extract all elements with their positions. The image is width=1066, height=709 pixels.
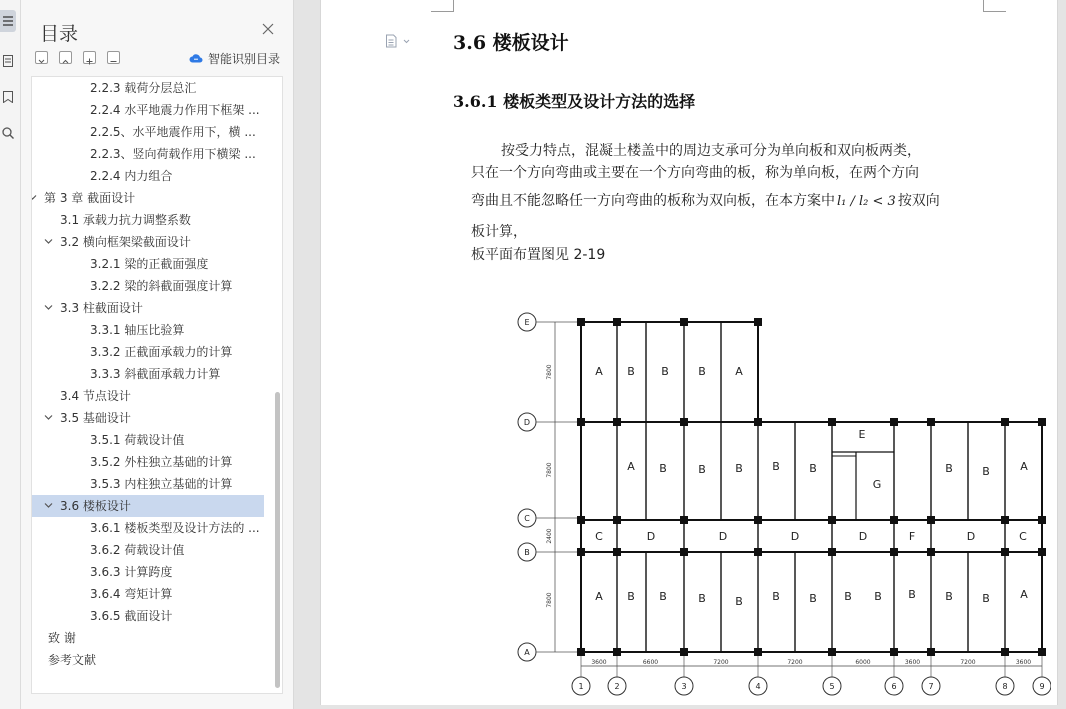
slab-panel-label: B bbox=[982, 592, 990, 605]
add-heading-button[interactable] bbox=[83, 51, 96, 64]
toc-item[interactable] bbox=[32, 253, 264, 275]
toc-panel-icon[interactable] bbox=[0, 10, 16, 32]
toc-item-label: 2.2.4 内力组合 bbox=[90, 169, 173, 183]
toc-item-label: 2.2.3、竖向荷载作用下横梁 ... bbox=[90, 147, 256, 161]
column-marker bbox=[1038, 648, 1046, 656]
column-marker bbox=[1001, 548, 1009, 556]
slab-panel-label: B bbox=[945, 590, 953, 603]
column-marker bbox=[680, 516, 688, 524]
axis-label: B bbox=[524, 548, 530, 557]
column-marker bbox=[927, 418, 935, 426]
toc-scrollbar[interactable] bbox=[275, 392, 280, 688]
toc-item-label: 3.6.4 弯矩计算 bbox=[90, 587, 173, 601]
axis-label: 7 bbox=[928, 682, 934, 691]
slab-panel-label: A bbox=[595, 590, 603, 603]
slab-panel-label: B bbox=[809, 592, 817, 605]
formula: l₁ / l₂ < 3 bbox=[837, 194, 896, 209]
column-marker bbox=[1038, 418, 1046, 426]
toc-item-label: 参考文献 bbox=[48, 653, 97, 667]
column-marker bbox=[613, 548, 621, 556]
column-marker bbox=[1001, 648, 1009, 656]
axis-label: 6 bbox=[891, 682, 897, 691]
axis-label: E bbox=[524, 318, 530, 327]
column-marker bbox=[577, 516, 585, 524]
toc-item[interactable] bbox=[32, 627, 264, 649]
slab-panel-label: D bbox=[790, 530, 800, 543]
axis-label: 8 bbox=[1002, 682, 1008, 691]
column-marker bbox=[1038, 548, 1046, 556]
axis-label: 5 bbox=[829, 682, 835, 691]
dimension-label: 3600 bbox=[1015, 659, 1032, 666]
document-workspace bbox=[294, 0, 1066, 709]
slab-panel-label: A bbox=[735, 365, 743, 378]
smart-toc-button[interactable] bbox=[189, 50, 280, 66]
dimension-label: 7200 bbox=[787, 659, 803, 666]
slab-panel-label: F bbox=[908, 530, 916, 543]
body-text-fragment: 按双向 bbox=[897, 193, 940, 209]
body-text-line: 只在一个方向弯曲或主要在一个方向弯曲的板，称为单向板，在两个方向 bbox=[471, 165, 919, 181]
column-marker bbox=[577, 318, 585, 326]
slab-panel-label: A bbox=[1020, 460, 1028, 473]
chevron-down-icon[interactable] bbox=[44, 304, 53, 311]
slab-panel-label: B bbox=[627, 590, 635, 603]
toc-item[interactable] bbox=[32, 473, 264, 495]
toc-item[interactable] bbox=[32, 99, 264, 121]
dimension-label: 7800 bbox=[546, 462, 553, 478]
slab-panel-label: A bbox=[1020, 588, 1028, 601]
toc-item[interactable] bbox=[32, 583, 264, 605]
dimension-label: 7800 bbox=[546, 592, 553, 608]
slab-panel-label: D bbox=[966, 530, 976, 543]
axis-label: C bbox=[524, 514, 530, 523]
toc-item-label: 3.6.1 楼板类型及设计方法的 ... bbox=[90, 521, 260, 535]
dimension-label: 3600 bbox=[591, 659, 607, 666]
toc-item[interactable] bbox=[32, 605, 264, 627]
crop-mark bbox=[983, 0, 1006, 12]
column-marker bbox=[1001, 418, 1009, 426]
column-marker bbox=[890, 648, 898, 656]
slab-panel-label: D bbox=[718, 530, 728, 543]
column-marker bbox=[1001, 516, 1009, 524]
toc-item[interactable] bbox=[32, 121, 264, 143]
column-marker bbox=[754, 648, 762, 656]
slab-panel-label: D bbox=[646, 530, 656, 543]
cloud-icon bbox=[189, 53, 203, 63]
column-marker bbox=[680, 548, 688, 556]
toc-item-label: 3.1 承载力抗力调整系数 bbox=[60, 213, 191, 227]
slab-panel-label: A bbox=[595, 365, 603, 378]
column-marker bbox=[828, 648, 836, 656]
toc-item[interactable] bbox=[32, 561, 264, 583]
toc-item[interactable] bbox=[32, 407, 264, 429]
toc-item-label: 致 谢 bbox=[48, 631, 76, 645]
axis-label: 3 bbox=[681, 682, 687, 691]
smart-toc-label: 智能识别目录 bbox=[208, 51, 281, 66]
slab-panel-label: C bbox=[1019, 530, 1027, 543]
column-marker bbox=[754, 548, 762, 556]
toc-item[interactable] bbox=[32, 649, 264, 671]
column-marker bbox=[828, 548, 836, 556]
slab-panel-label: B bbox=[874, 590, 882, 603]
toc-item[interactable] bbox=[32, 319, 264, 341]
toc-item-label: 3.3.1 轴压比验算 bbox=[90, 323, 185, 337]
toc-item-label: 3.6.3 计算跨度 bbox=[90, 565, 173, 579]
toc-item-label: 3.3 柱截面设计 bbox=[60, 301, 143, 315]
slab-panel-label: D bbox=[858, 530, 868, 543]
subsection-heading: 3.6.1 楼板类型及设计方法的选择 bbox=[453, 92, 696, 111]
chevron-down-icon[interactable] bbox=[44, 238, 53, 245]
toc-item-label: 3.2 横向框架梁截面设计 bbox=[60, 235, 191, 249]
column-marker bbox=[680, 418, 688, 426]
crop-mark bbox=[431, 0, 454, 12]
toc-item-label: 3.5.3 内柱独立基础的计算 bbox=[90, 477, 233, 491]
toc-item[interactable] bbox=[32, 209, 264, 231]
toc-item-label: 2.2.4 水平地震力作用下框架 ... bbox=[90, 103, 260, 117]
toc-item[interactable] bbox=[32, 77, 264, 99]
slab-panel-label: B bbox=[945, 462, 953, 475]
column-marker bbox=[754, 516, 762, 524]
body-text-line: 板计算， bbox=[471, 224, 527, 240]
axis-label: D bbox=[523, 418, 531, 427]
axis-label: 2 bbox=[614, 682, 620, 691]
column-marker bbox=[927, 516, 935, 524]
slab-panel-label: B bbox=[627, 365, 635, 378]
body-text-line: 板平面布置图见 2-19 bbox=[471, 247, 606, 263]
slab-outline-top bbox=[581, 322, 758, 422]
axis-label: 1 bbox=[578, 682, 584, 691]
slab-panel-label: B bbox=[735, 595, 743, 608]
toc-title: 目录 bbox=[40, 23, 79, 45]
toc-item-label: 3.3.2 正截面承载力的计算 bbox=[90, 345, 233, 359]
chevron-down-icon[interactable] bbox=[32, 194, 37, 201]
slab-panel-label: B bbox=[698, 365, 706, 378]
floor-slab-layout-drawing bbox=[511, 300, 1051, 700]
body-text-line bbox=[471, 190, 940, 210]
paragraph-style-icon[interactable] bbox=[385, 34, 413, 48]
dimension-label: 6600 bbox=[642, 659, 659, 666]
toc-item[interactable] bbox=[32, 341, 264, 363]
axis-label: A bbox=[524, 648, 530, 657]
toc-item[interactable] bbox=[32, 517, 264, 539]
slab-panel-label: B bbox=[659, 590, 667, 603]
toc-item-label: 3.6 楼板设计 bbox=[60, 499, 131, 513]
toc-item-label: 2.2.3 载荷分层总汇 bbox=[90, 81, 197, 95]
toc-item[interactable] bbox=[32, 165, 264, 187]
column-marker bbox=[927, 548, 935, 556]
slab-panel-label: B bbox=[809, 462, 817, 475]
slab-panel-label: B bbox=[982, 465, 990, 478]
dimension-label: 2400 bbox=[546, 528, 553, 544]
column-marker bbox=[613, 516, 621, 524]
slab-panel-label: E bbox=[858, 428, 866, 441]
dimension-label: 3600 bbox=[904, 659, 921, 666]
column-marker bbox=[754, 318, 762, 326]
column-marker bbox=[828, 418, 836, 426]
left-tool-rail bbox=[0, 0, 21, 709]
toc-item-label: 3.3.3 斜截面承载力计算 bbox=[90, 367, 221, 381]
column-marker bbox=[680, 318, 688, 326]
chevron-down-icon[interactable] bbox=[44, 414, 53, 421]
toc-item-label: 3.6.5 截面设计 bbox=[90, 609, 173, 623]
slab-panel-label: B bbox=[661, 365, 669, 378]
toc-list bbox=[31, 76, 283, 694]
toc-item-label: 2.2.5、水平地震作用下，横 ... bbox=[90, 125, 256, 139]
section-heading: 3.6 楼板设计 bbox=[453, 32, 569, 54]
axis-label: 4 bbox=[755, 682, 761, 691]
slab-panel-label: C bbox=[595, 530, 603, 543]
column-marker bbox=[613, 418, 621, 426]
slab-panel-label: B bbox=[772, 460, 780, 473]
dimension-label: 7200 bbox=[713, 659, 729, 666]
toc-item-label: 3.2.2 梁的斜截面强度计算 bbox=[90, 279, 233, 293]
column-marker bbox=[890, 516, 898, 524]
body-text-line: 按受力特点，混凝土楼盖中的周边支承可分为单向板和双向板两类， bbox=[501, 143, 921, 159]
toc-item[interactable] bbox=[32, 495, 264, 517]
document-page bbox=[320, 0, 1058, 705]
toc-item-label: 3.5.1 荷载设计值 bbox=[90, 433, 185, 447]
slab-panel-label: G bbox=[872, 478, 882, 491]
column-marker bbox=[613, 318, 621, 326]
slab-panel-label: B bbox=[908, 588, 916, 601]
bookmark-icon[interactable] bbox=[0, 86, 16, 108]
slab-panel-label: B bbox=[844, 590, 852, 603]
column-marker bbox=[577, 648, 585, 656]
toc-panel bbox=[21, 0, 294, 709]
dimension-label: 7800 bbox=[546, 364, 553, 380]
toc-item-label: 3.5.2 外柱独立基础的计算 bbox=[90, 455, 233, 469]
toc-item[interactable] bbox=[32, 539, 264, 561]
body-text-fragment: 弯曲且不能忽略任一方向弯曲的板称为双向板，在本方案中 bbox=[471, 193, 835, 209]
toc-item[interactable] bbox=[32, 451, 264, 473]
column-marker bbox=[680, 648, 688, 656]
page-thumbnail-icon[interactable] bbox=[0, 50, 16, 72]
remove-heading-button[interactable] bbox=[107, 51, 120, 64]
toc-item-label: 3.5 基础设计 bbox=[60, 411, 131, 425]
toc-item[interactable] bbox=[32, 143, 264, 165]
toc-item-label: 第 3 章 截面设计 bbox=[44, 191, 136, 205]
expand-up-button[interactable] bbox=[59, 51, 72, 64]
column-marker bbox=[1038, 516, 1046, 524]
toc-item[interactable] bbox=[32, 385, 264, 407]
axis-label: 9 bbox=[1039, 682, 1045, 691]
slab-panel-label: B bbox=[772, 590, 780, 603]
column-marker bbox=[927, 648, 935, 656]
toc-item-label: 3.6.2 荷载设计值 bbox=[90, 543, 185, 557]
search-icon[interactable] bbox=[0, 122, 16, 144]
toc-item[interactable] bbox=[32, 363, 264, 385]
slab-panel-label: B bbox=[659, 462, 667, 475]
column-marker bbox=[613, 648, 621, 656]
column-marker bbox=[577, 418, 585, 426]
dimension-label: 6000 bbox=[855, 659, 871, 666]
toc-item-label: 3.4 节点设计 bbox=[60, 389, 131, 403]
column-marker bbox=[890, 548, 898, 556]
chevron-down-icon[interactable] bbox=[44, 502, 53, 509]
slab-panel-label: B bbox=[735, 462, 743, 475]
toc-item[interactable] bbox=[32, 231, 264, 253]
toc-item[interactable] bbox=[32, 429, 264, 451]
toc-item-label: 3.2.1 梁的正截面强度 bbox=[90, 257, 209, 271]
toc-item[interactable] bbox=[32, 275, 264, 297]
close-icon[interactable] bbox=[261, 22, 275, 36]
column-marker bbox=[828, 516, 836, 524]
slab-panel-label: B bbox=[698, 592, 706, 605]
column-marker bbox=[754, 418, 762, 426]
column-marker bbox=[577, 548, 585, 556]
slab-panel-label: B bbox=[698, 463, 706, 476]
toc-item[interactable] bbox=[32, 187, 264, 209]
collapse-all-button[interactable] bbox=[35, 51, 48, 64]
toc-item[interactable] bbox=[32, 297, 264, 319]
slab-panel-label: A bbox=[627, 460, 635, 473]
dimension-label: 7200 bbox=[960, 659, 976, 666]
column-marker bbox=[890, 418, 898, 426]
